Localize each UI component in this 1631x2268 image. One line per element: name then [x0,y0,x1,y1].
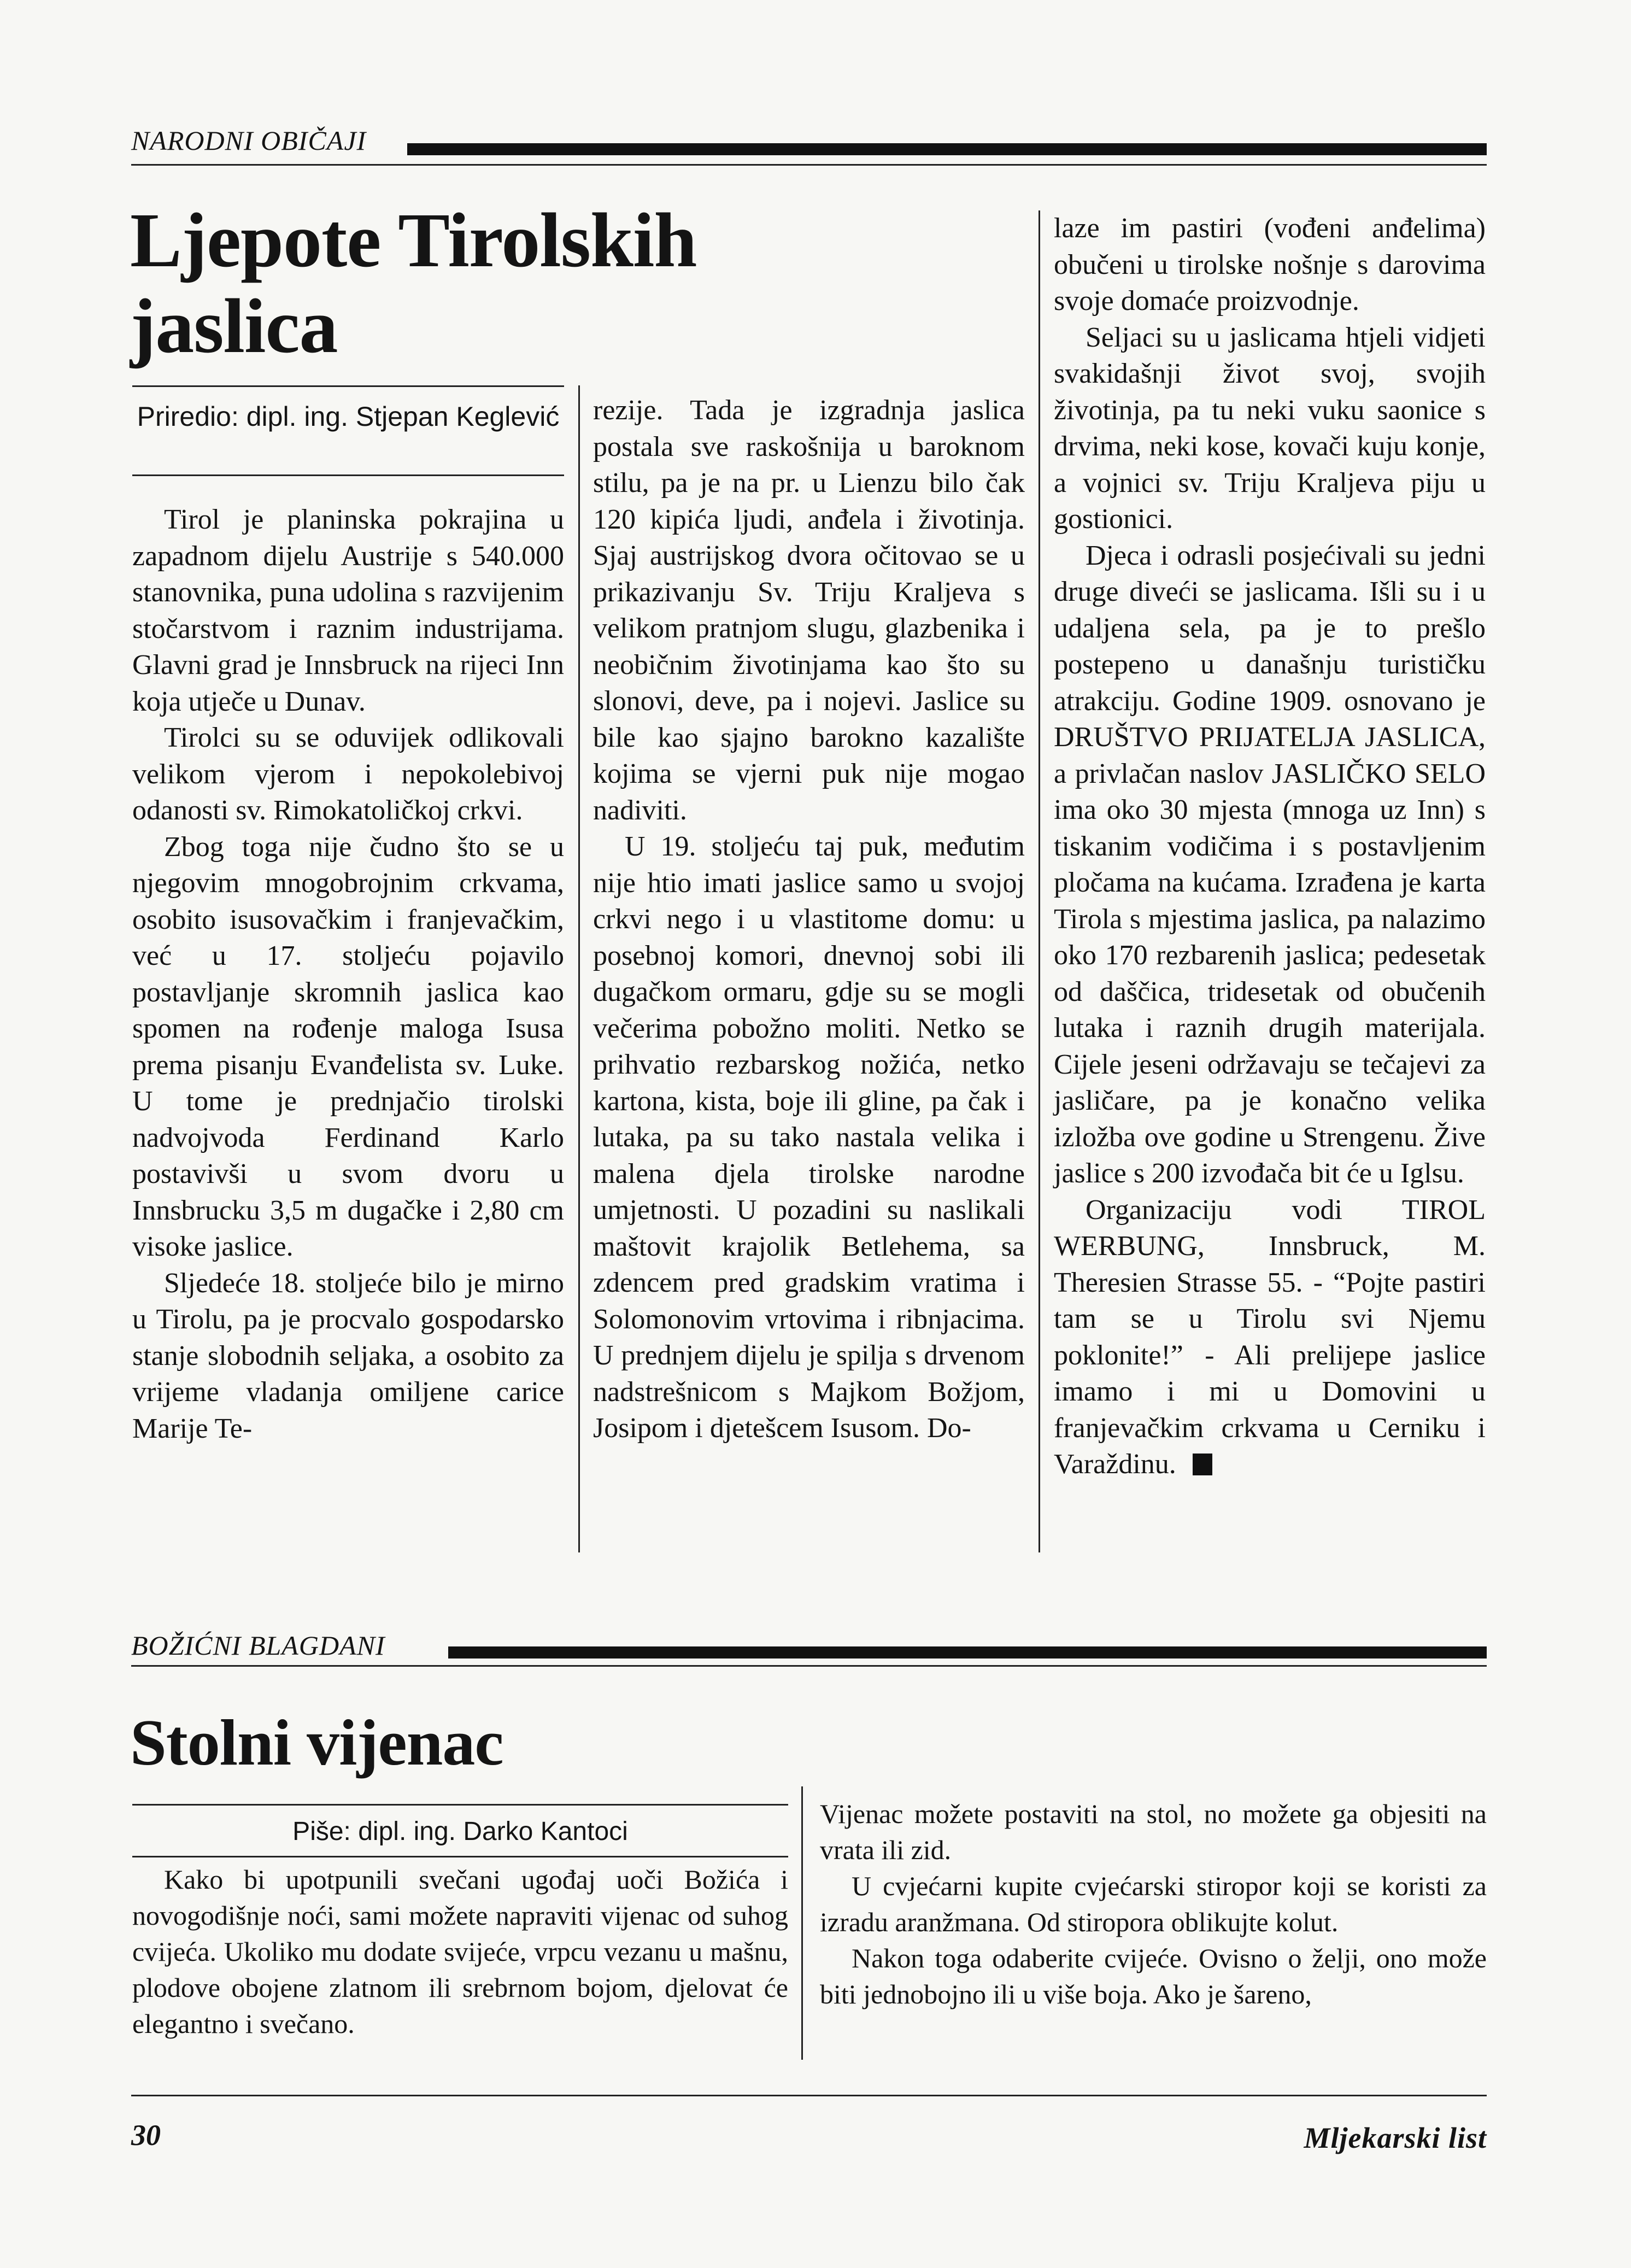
paragraph: Tirol je planinska pokrajina u zapadnom dijelu Austrije s 540.000 stanovnika, puna udolina s razvijenim stočarstvom i raznim industrijama. Glavni grad je Innsbruck na rijeci Inn koja utječe u Dunav. [132,504,564,717]
article-byline: Priredio: dipl. ing. Stjepan Keglević [137,401,560,432]
article-column-1 [132,1861,788,2042]
paragraph: U cvjećarni kupite cvjećarski stiropor koji se koristi za izradu aranžmana. Od stiropora oblikujte kolut. [820,1871,1487,1937]
article-column-2 [820,1796,1487,2012]
byline-rule-top [132,385,564,387]
paragraph: Kako bi upotpunili svečani ugođaj uoči Božića i novogodišnje noći, sami možete napraviti vijenac od suhog cvijeća. Ukoliko mu dodate svijeće, vrpcu vezanu u mašnu, plodove obojene zlatnom ili srebrnom bojom, djelovat će elegantno i svečano. [132,1864,788,2039]
paragraph: Sljedeće 18. stoljeće bilo je mirno u Tirolu, pa je procvalo gospodarsko stanje slobodnih seljaka, a osobito za vrijeme vladanja omiljene carice Marije Te- [132,1267,564,1444]
article-column-2 [593,392,1025,1447]
paragraph: rezije. Tada je izgradnja jaslica postala sve raskošnija u baroknom stilu, pa je na pr. u Lienzu bilo čak 120 kipića ljudi, anđela i životinja. Sjaj austrijskog dvora očitovao se u prikazivanju Sv. Triju Kraljeva s velikom pratnjom slugu, glazbenika i neobičnim životinjama kao što su slonovi, deve, pa i nojevi. Jaslice su bile kao sjajno barokno kazalište kojima se vjerni puk nije mogao nadiviti. [593,395,1025,826]
article-column-3 [1054,210,1486,1483]
byline-rule-bottom [132,474,564,476]
article-byline: Piše: dipl. ing. Darko Kantoci [292,1817,628,1846]
footer-rule [131,2095,1487,2096]
column-divider [578,385,580,1552]
paragraph: Zbog toga nije čudno što se u njegovim mnogobrojnim crkvama, osobito isusovačkim i franjevačkim, već u 17. stoljeću pojavilo postavljanje skromnih jaslica kao spomen na rođenje maloga Isusa prema pisanju Evanđelista sv. Luke. U tome je prednjačio tirolski nadvojvoda Ferdinand Karlo postavivši u svom dvoru u Innsbrucku 3,5 m dugačke i 2,80 cm visoke jaslice. [132,831,564,1262]
section-rule [131,164,1487,166]
article-title: Stolni vijenac [130,1706,503,1779]
article-title [130,197,697,370]
end-of-article-mark [1193,1454,1212,1475]
column-divider [801,1786,803,2060]
section-bar [407,143,1487,155]
paragraph: Seljaci su u jaslicama htjeli vidjeti svakidašnji život svoj, svojih životinja, pa tu neki vuku saonice s drvima, neki kose, kovači kuju konje, a vojnici sv. Triju Kraljeva piju u gostionici. [1054,321,1486,535]
section-label: NARODNI OBIČAJI [131,125,367,156]
title-line-1: Ljepote Tirolskih [130,197,697,283]
paragraph: U 19. stoljeću taj puk, međutim nije htio imati jaslice samo u svojoj crkvi nego i u vlastitome domu: u posebnoj komori, dnevnoj sobi ili dugačkom ormaru, gdje su se mogli večerima pobožno moliti. Netko se prihvatio rezbarskog nožića, netko kartona, kista, boje ili gline, pa čak i lutaka, pa su tako nastala velika i malena djela tirolske narodne umjetnosti. U pozadini su naslikali maštovit krajolik Betlehema, sa zdencem pred gradskim vratima i Solomonovim vrtovima i ribnjacima. U prednjem dijelu je spilja s drvenom nadstrešnicom s Majkom Božjom, Josipom i djetešcem Isusom. Do- [593,831,1025,1444]
page-number: 30 [131,2119,161,2152]
paragraph: laze im pastiri (vođeni anđelima) obučeni u tirolske nošnje s darovima svoje domaće proizvodnje. [1054,213,1486,317]
title-line-2: jaslica [130,283,338,370]
section-label: BOŽIĆNI BLAGDANI [131,1630,385,1661]
paragraph: Djeca i odrasli posjećivali su jedni druge diveći se jaslicama. Išli su i u udaljena sela, pa je to prešlo postepeno u današnju turističku atrakciju. Godine 1909. osnovano je DRUŠTVO PRIJATELJA JASLICA, a privlačan naslov JASLIČKO SELO ima oko 30 mjesta (mnoga uz Inn) s tiskanim vodičima i s postavljenim pločama na kućama. Izrađena je karta Tirola s mjestima jaslica, pa nalazimo oko 170 rezbarenih jaslica; pedesetak od daščica, tridesetak od obučenih lutaka i raznih drugih materijala. Cijele jeseni održavaju se tečajevi za jasličare, pa je konačno velika izložba ove godine u Strengenu. Žive jaslice s 200 izvođača bit će u Iglsu. [1054,540,1486,1189]
paragraph: Nakon toga odaberite cvijeće. Ovisno o želji, ono može biti jednobojno ili u više boja. Ako je šareno, [820,1943,1487,2009]
paragraph: Tirolci su se oduvijek odlikovali velikom vjerom i nepokolebivoj odanosti sv. Rimokatoličkoj crkvi. [132,722,564,826]
publication-name: Mljekarski list [1304,2122,1487,2154]
article-column-1 [132,502,564,1447]
section-rule [131,1665,1487,1667]
paragraph [1054,1192,1486,1483]
byline-rule-bottom [132,1856,788,1857]
paragraph-text: Organizaciju vodi TIROL WERBUNG, Innsbruck, M. Theresien Strasse 55. - “Pojte pastiri tam se u Tirolu svi Njemu poklonite!” - Ali prelijepe jaslice imamo i mi u Domovini u franjevačkim crkvama u Cerniku i Varaždinu. [1054,1194,1486,1480]
column-divider [1039,210,1040,1552]
paragraph: Vijenac možete postaviti na stol, no možete ga objesiti na vrata ili zid. [820,1798,1487,1865]
byline-rule-top [132,1804,788,1806]
section-bar [448,1646,1487,1658]
